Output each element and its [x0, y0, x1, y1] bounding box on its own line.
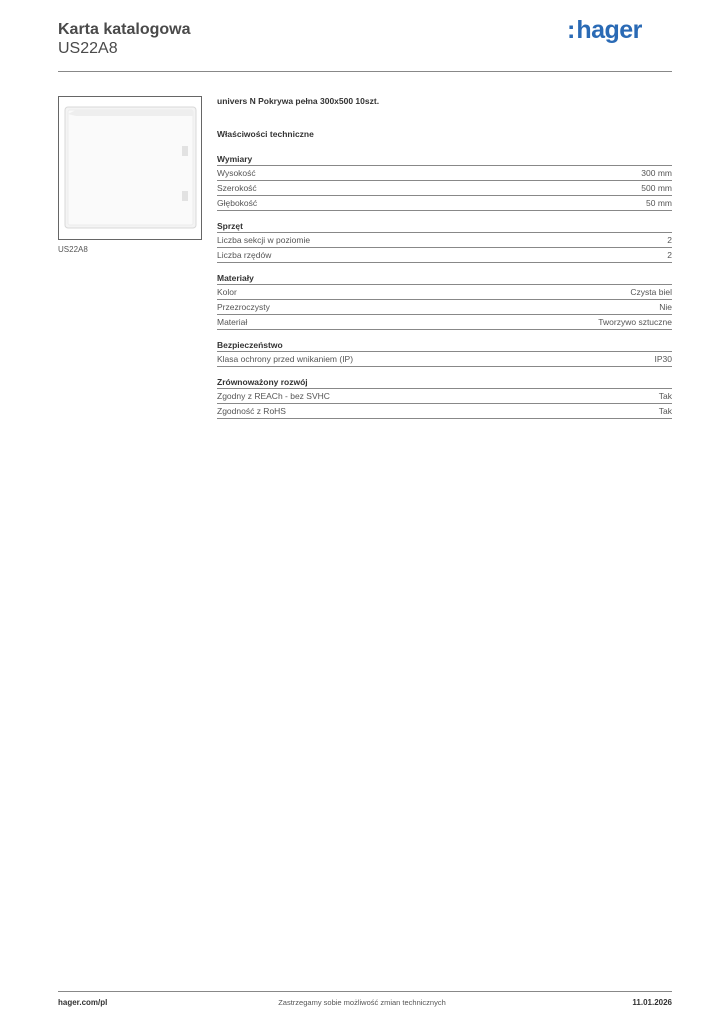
spec-row: [217, 404, 672, 419]
spec-row: [217, 248, 672, 263]
section-title: Sprzęt: [217, 221, 672, 233]
spec-section: [217, 377, 672, 419]
spec-label: Szerokość: [217, 183, 257, 193]
spec-value: 500 mm: [641, 183, 672, 193]
footer-divider: [58, 991, 672, 992]
spec-value: IP30: [654, 354, 672, 364]
spec-label: Zgodność z RoHS: [217, 406, 286, 416]
header-divider: [58, 71, 672, 72]
footer-disclaimer: Zastrzegamy sobie możliwość zmian technicznych: [278, 998, 446, 1007]
section-title: Materiały: [217, 273, 672, 285]
technical-properties-heading: Właściwości techniczne: [217, 129, 314, 139]
spec-label: Klasa ochrony przed wnikaniem (IP): [217, 354, 354, 364]
spec-value: Czysta biel: [630, 287, 672, 297]
section-title: Zrównoważony rozwój: [217, 377, 672, 389]
spec-value: Tak: [658, 391, 672, 401]
spec-value: 300 mm: [641, 168, 672, 178]
spec-row: [217, 315, 672, 330]
spec-row: [217, 285, 672, 300]
spec-row: [217, 300, 672, 315]
spec-section: [217, 340, 672, 367]
footer-date: 11.01.2026: [632, 998, 672, 1007]
product-image-frame: [58, 96, 202, 240]
spec-value: 50 mm: [646, 198, 672, 208]
product-code: US22A8: [58, 40, 118, 57]
spec-row: [217, 389, 672, 404]
section-title: Wymiary: [217, 154, 672, 166]
spec-row: [217, 352, 672, 367]
section-title: Bezpieczeństwo: [217, 340, 672, 352]
spec-row: [217, 233, 672, 248]
spec-row: [217, 196, 672, 211]
spec-section: [217, 221, 672, 263]
spec-sections: [217, 154, 672, 419]
product-name: univers N Pokrywa pełna 300x500 10szt.: [217, 96, 380, 106]
spec-label: Przezroczysty: [217, 302, 270, 312]
product-image: [64, 106, 197, 229]
spec-value: Tak: [658, 406, 672, 416]
spec-label: Zgodny z REACh - bez SVHC: [217, 391, 330, 401]
spec-row: [217, 181, 672, 196]
spec-section: [217, 154, 672, 211]
spec-label: Głębokość: [217, 198, 258, 208]
spec-label: Materiał: [217, 317, 248, 327]
logo-dots-icon: :: [567, 16, 576, 44]
spec-label: Liczba rzędów: [217, 250, 272, 260]
spec-value: Nie: [659, 302, 672, 312]
spec-label: Kolor: [217, 287, 237, 297]
footer-website: hager.com/pl: [58, 998, 108, 1007]
spec-row: [217, 166, 672, 181]
spec-section: [217, 273, 672, 330]
spec-content: [217, 96, 672, 429]
document-title: Karta katalogowa: [58, 21, 191, 38]
spec-value: 2: [667, 235, 672, 245]
product-image-caption: US22A8: [58, 245, 88, 254]
logo-text: hager: [576, 16, 642, 44]
spec-label: Liczba sekcji w poziomie: [217, 235, 311, 245]
spec-value: 2: [667, 250, 672, 260]
spec-value: Tworzywo sztuczne: [598, 317, 672, 327]
hager-logo: [567, 16, 642, 45]
spec-label: Wysokość: [217, 168, 256, 178]
